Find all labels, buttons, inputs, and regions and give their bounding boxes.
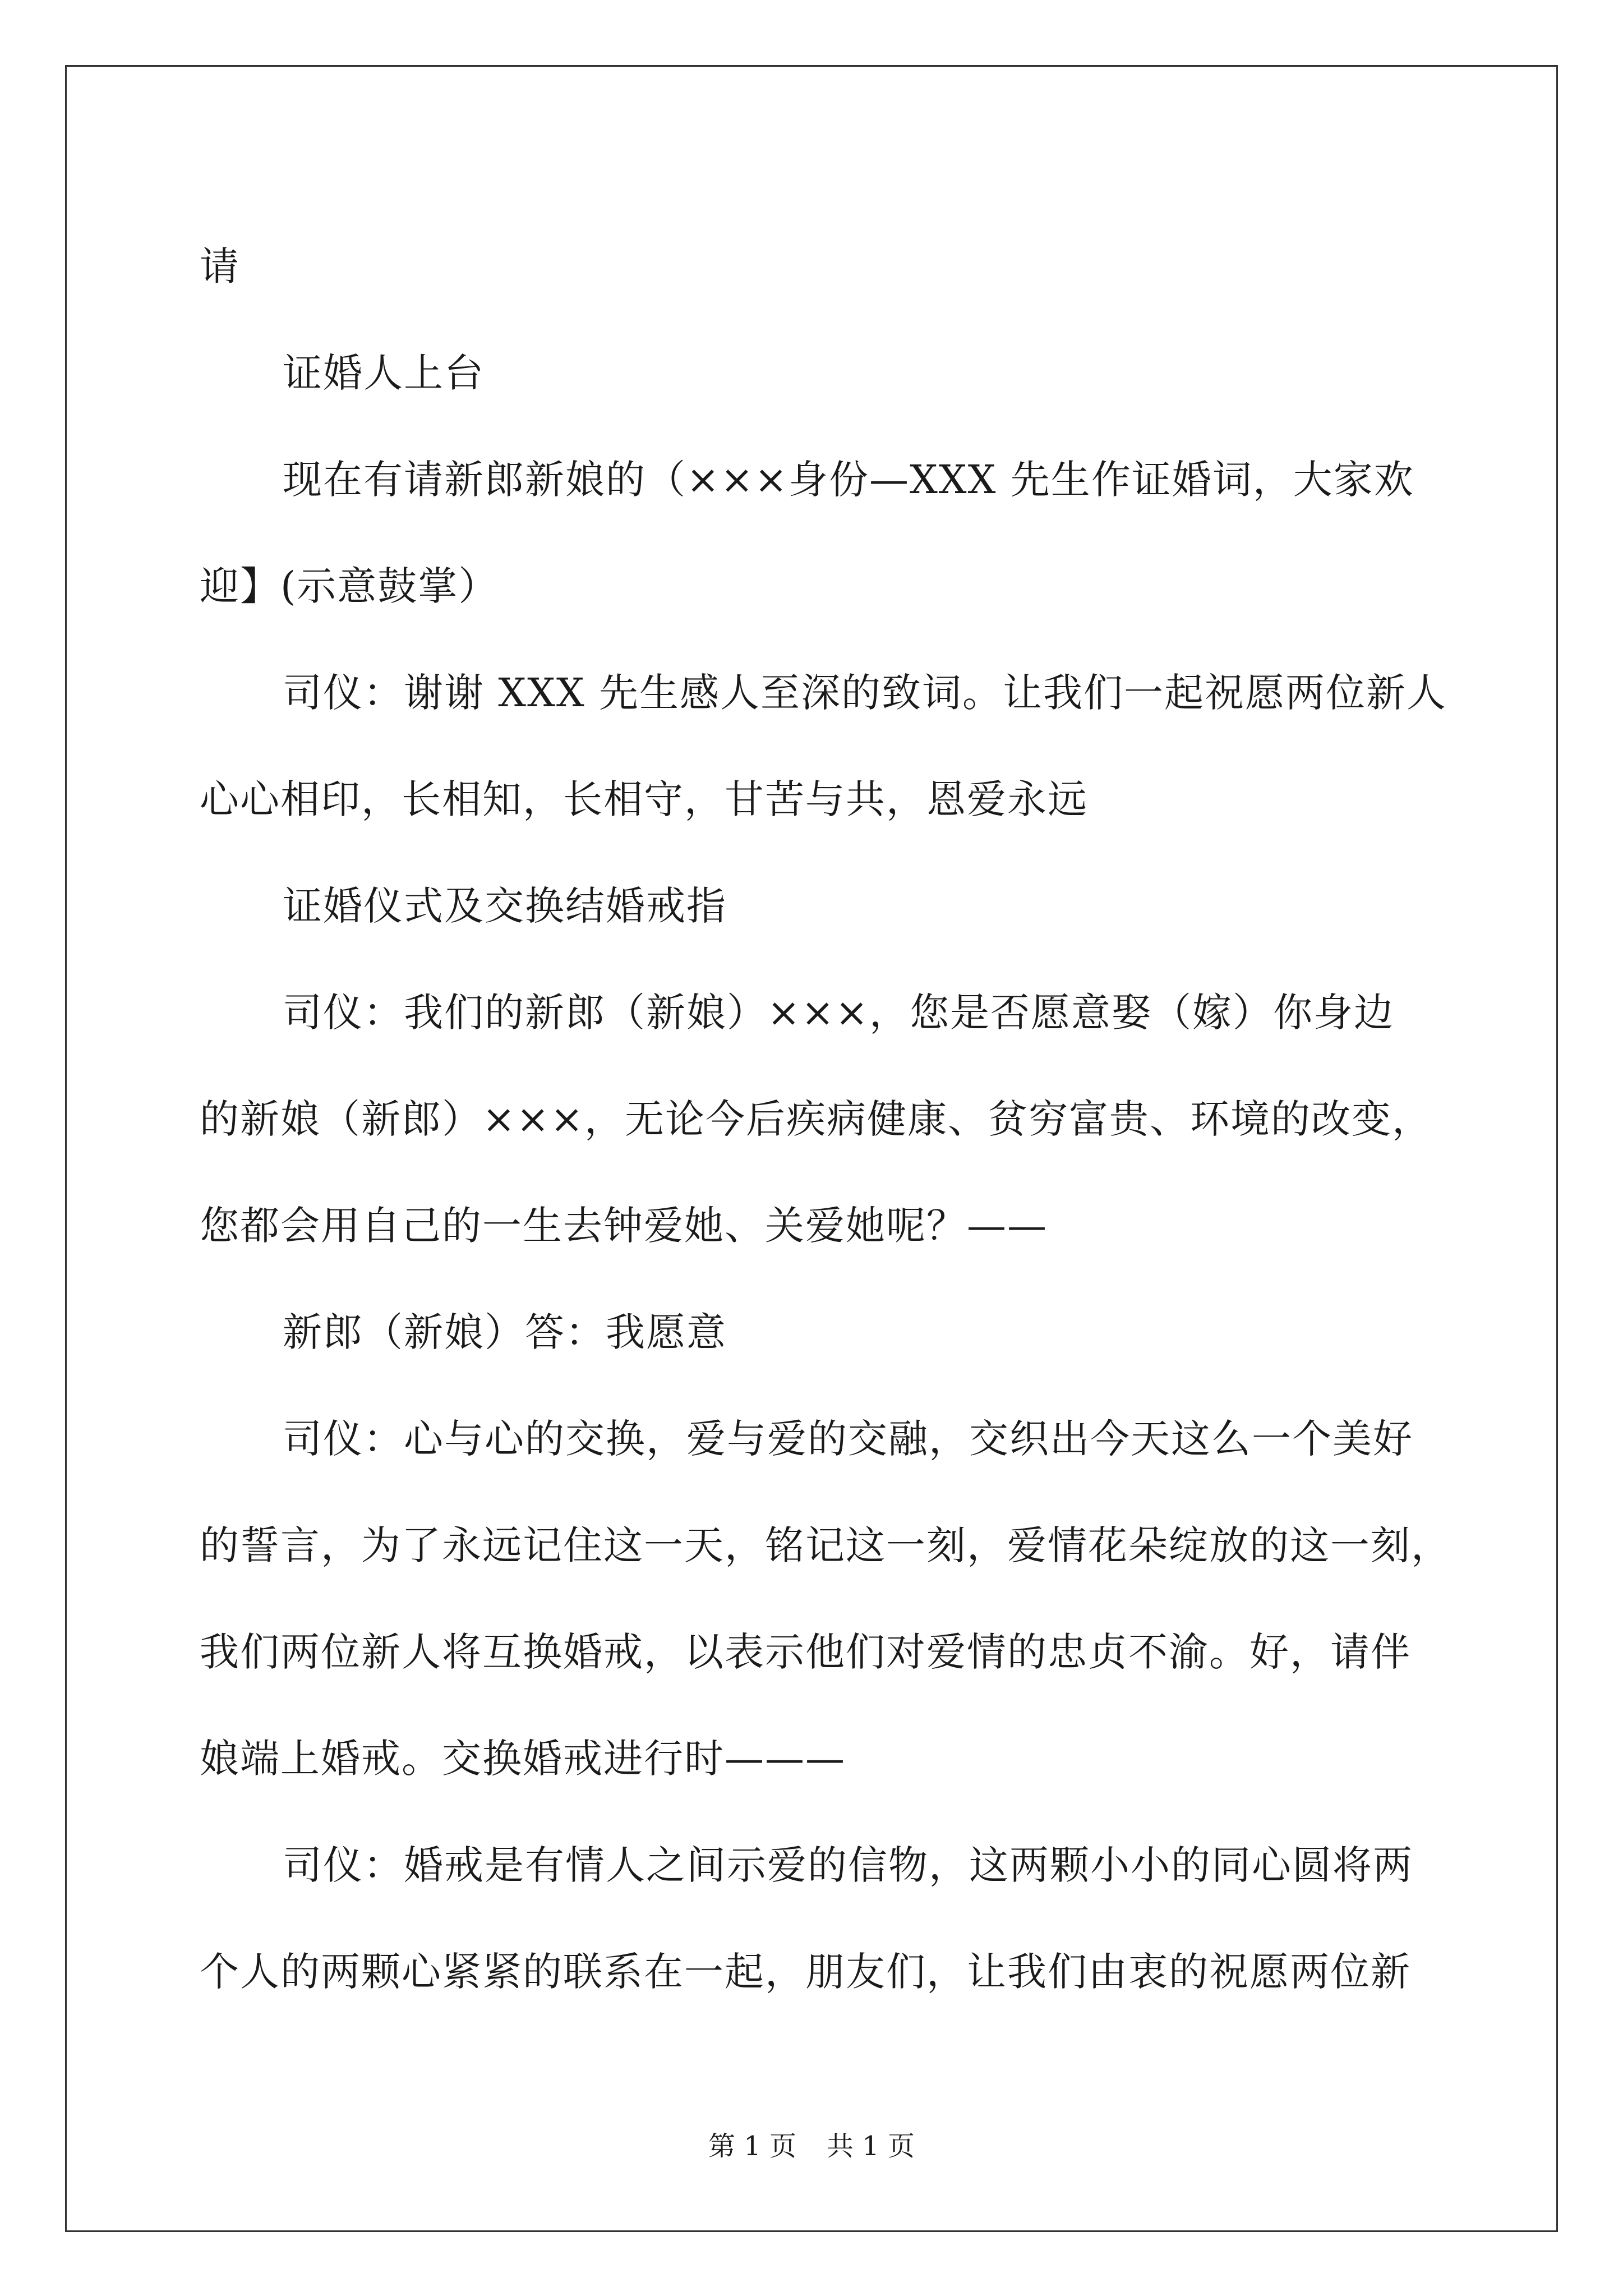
text-line: 的新娘（新郎）×××，无论今后疾病健康、贫穷富贵、环境的改变， [200,1096,1432,1142]
text-line: 娘端上婚戒。交换婚戒进行时——— [200,1736,846,1782]
page-number: 第 1 页 [708,2131,796,2162]
text-line: 新郎（新娘）答：我愿意 [283,1309,727,1355]
text-line: 请 [200,243,240,289]
text-line: 个人的两颗心紧紧的联系在一起，朋友们，让我们由衷的祝愿两位新 [200,1949,1411,1995]
text-line: 证婚人上台 [283,350,485,396]
text-line: 司仪：我们的新郎（新娘）×××，您是否愿意娶（嫁）你身边 [283,990,1394,1036]
document-body [200,213,1451,2025]
text-line: 您都会用自己的一生去钟爱她、关爱她呢？—— [200,1203,1048,1249]
text-line: 心心相印，长相知，长相守，甘苦与共，恩爱永远 [200,776,1088,822]
text-line: 司仪：婚戒是有情人之间示爱的信物，这两颗小小的同心圆将两 [283,1842,1413,1888]
text-line: 司仪：谢谢 XXX 先生感人至深的致词。让我们一起祝愿两位新人 [283,670,1447,716]
text-line: 现在有请新郎新娘的（×××身份—XXX 先生作证婚词，大家欢 [283,457,1414,503]
text-line: 迎】(示意鼓掌） [200,563,499,609]
text-line: 我们两位新人将互换婚戒，以表示他们对爱情的忠贞不渝。好，请伴 [200,1629,1411,1675]
text-line: 证婚仪式及交换结婚戒指 [283,883,727,929]
page-footer [0,2129,1623,2163]
page-total: 共 1 页 [827,2131,915,2162]
text-line: 的誓言，为了永远记住这一天，铭记这一刻，爱情花朵绽放的这一刻， [200,1522,1451,1568]
text-line: 司仪：心与心的交换，爱与爱的交融，交织出今天这么一个美好 [283,1416,1413,1462]
